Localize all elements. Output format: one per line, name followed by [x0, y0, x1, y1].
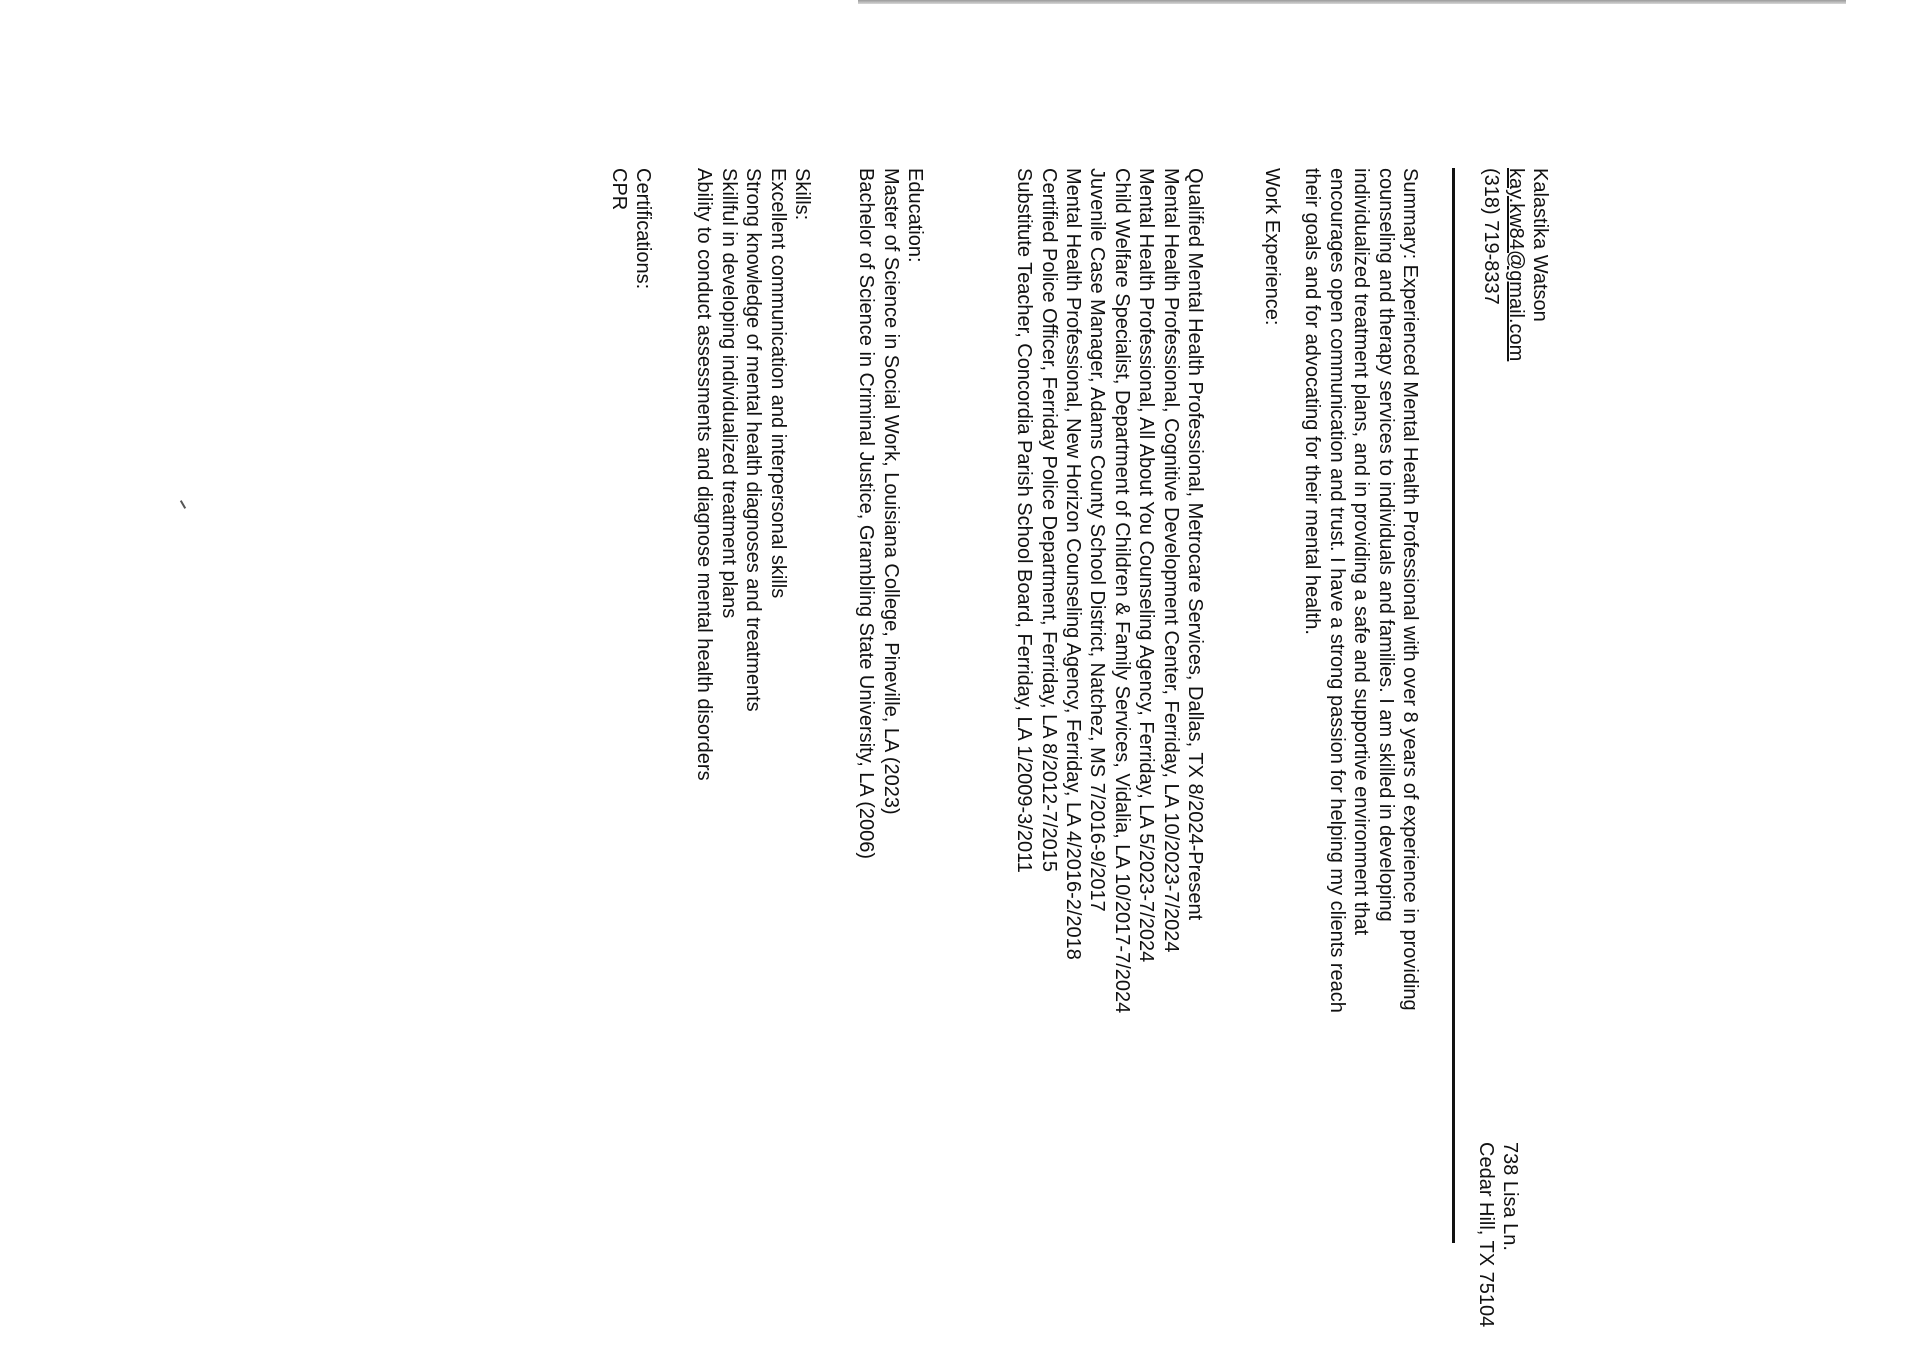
work-item: Substitute Teacher, Concordia Parish School Board, Ferriday, LA 1/2009-3/2011 — [1013, 168, 1036, 873]
summary-line: encourages open communication and trust. I have a strong passion for helping my clients reach — [1325, 168, 1348, 1013]
address-line-2: Cedar Hill, TX 75104 — [1474, 1142, 1497, 1328]
work-item: Mental Health Professional, All About You Counseling Agency, Ferriday, LA 5/2023-7/2024 — [1135, 168, 1158, 963]
certifications-section — [606, 168, 655, 289]
summary-line: counseling and therapy services to individuals and families. I am skilled in developing — [1374, 168, 1397, 922]
work-experience-heading: Work Experience: — [1261, 168, 1283, 326]
skill-item: Skillful in developing individualized treatment plans — [717, 168, 740, 619]
work-experience-list — [1012, 168, 1207, 1013]
work-item: Child Welfare Specialist, Department of Children & Family Services, Vidalia, LA 10/2017-7/2024 — [1110, 168, 1133, 1014]
phone-number: (318) 719-8337 — [1480, 168, 1503, 305]
email-link[interactable]: kay.kw84@gmail.com — [1504, 168, 1527, 362]
skills-heading: Skills: — [791, 168, 813, 221]
summary-line: individualized treatment plans, and in providing a safe and supportive environment that — [1350, 168, 1373, 936]
summary-paragraph — [1300, 168, 1422, 1168]
education-section — [854, 168, 927, 859]
header-divider — [1452, 168, 1455, 1243]
resume-document — [607, 168, 1552, 1328]
work-item: Qualified Mental Health Professional, Metrocare Services, Dallas, TX 8/2024-Present — [1184, 168, 1206, 921]
work-item: Juvenile Case Manager, Adams County School District, Natchez, MS 7/2016-9/2017 — [1086, 168, 1109, 912]
skills-section — [692, 168, 814, 781]
address-line-1: 738 Lisa Ln. — [1499, 1142, 1521, 1251]
education-heading: Education: — [904, 168, 926, 263]
education-item: Bachelor of Science in Criminal Justice, Grambling State University, LA (2006) — [855, 168, 878, 860]
education-item: Master of Science in Social Work, Louisiana College, Pineville, LA (2023) — [879, 168, 902, 815]
skill-item: Strong knowledge of mental health diagnoses and treatments — [742, 168, 765, 712]
resume-header — [1462, 168, 1552, 1328]
work-item: Mental Health Professional, Cognitive Development Center, Ferriday, LA 10/2023-7/2024 — [1159, 168, 1182, 953]
skill-item: Ability to conduct assessments and diagnose mental health disorders — [693, 168, 716, 781]
address-block — [1473, 1142, 1522, 1327]
certifications-heading: Certifications: — [632, 168, 654, 290]
work-item: Mental Health Professional, New Horizon Counseling Agency, Ferriday, LA 4/2016-2/2018 — [1062, 168, 1085, 960]
work-item: Certified Police Officer, Ferriday Police Department, Ferriday, LA 8/2012-7/2015 — [1037, 168, 1060, 873]
skill-item: Excellent communication and interpersonal skills — [766, 168, 789, 599]
certification-item: CPR — [607, 168, 630, 211]
summary-line: Summary: Experienced Mental Health Professional with over 8 years of experience in providing — [1399, 168, 1421, 1011]
candidate-name: Kalastika Watson — [1529, 168, 1551, 322]
summary-line: their goals and for advocating for their mental health. — [1301, 168, 1324, 635]
contact-block — [1479, 168, 1552, 361]
